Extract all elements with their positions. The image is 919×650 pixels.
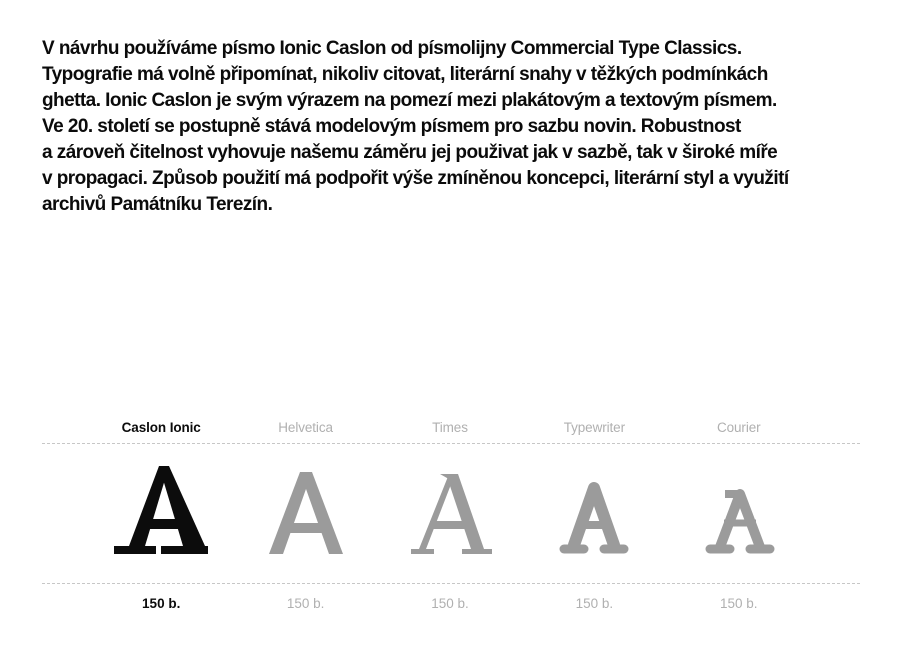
typeface-name-caslon-ionic: Caslon Ionic <box>121 420 201 435</box>
typeface-name-times: Times <box>432 420 468 435</box>
size-label-helvetica: 150 b. <box>286 596 325 611</box>
letter-glyphs-row <box>89 444 811 583</box>
size-label-courier: 150 b. <box>719 596 758 611</box>
size-label-caslon: 150 b. <box>142 596 181 611</box>
typeface-name-courier: Courier <box>716 420 761 435</box>
typeface-specimen <box>42 410 860 628</box>
glyph-cell-caslon <box>89 444 233 583</box>
caslon-ionic-a-glyph <box>101 457 221 557</box>
typewriter-a-glyph <box>534 457 654 557</box>
typeface-name-typewriter: Typewriter <box>563 420 625 435</box>
courier-a-glyph <box>679 457 799 557</box>
glyph-cell-typewriter <box>522 444 666 583</box>
glyph-cell-courier <box>667 444 811 583</box>
size-labels-row <box>89 584 811 628</box>
times-a-glyph <box>390 457 510 557</box>
intro-paragraph <box>42 36 914 218</box>
typeface-names-row <box>89 410 811 443</box>
typeface-name-helvetica: Helvetica <box>278 420 333 435</box>
paragraph-line: V návrhu používáme písmo Ionic Caslon od písmolijny Commercial Type Classics. <box>42 38 742 59</box>
paragraph-line: archivů Památníku Terezín. <box>42 194 273 215</box>
glyph-cell-times <box>378 444 522 583</box>
helvetica-a-glyph <box>246 457 366 557</box>
paragraph-line: a zároveň čitelnost vyhovuje našemu záměru jej použivat jak v sazbě, tak v široké míře <box>42 142 778 163</box>
size-label-typewriter: 150 b. <box>575 596 614 611</box>
size-label-times: 150 b. <box>431 596 469 611</box>
paragraph-line: Ve 20. století se postupně stává modelovým písmem pro sazbu novin. Robustnost <box>42 116 741 137</box>
glyph-cell-helvetica <box>233 444 377 583</box>
paragraph-line: v propagaci. Způsob použití má podpořit výše zmíněnou koncepci, literární styl a využití <box>42 168 789 189</box>
paragraph-line: ghetta. Ionic Caslon je svým výrazem na pomezí mezi plakátovým a textovým písmem. <box>42 90 777 111</box>
paragraph-line: Typografie má volně připomínat, nikoliv citovat, literární snahy v těžkých podmínkách <box>42 64 768 85</box>
